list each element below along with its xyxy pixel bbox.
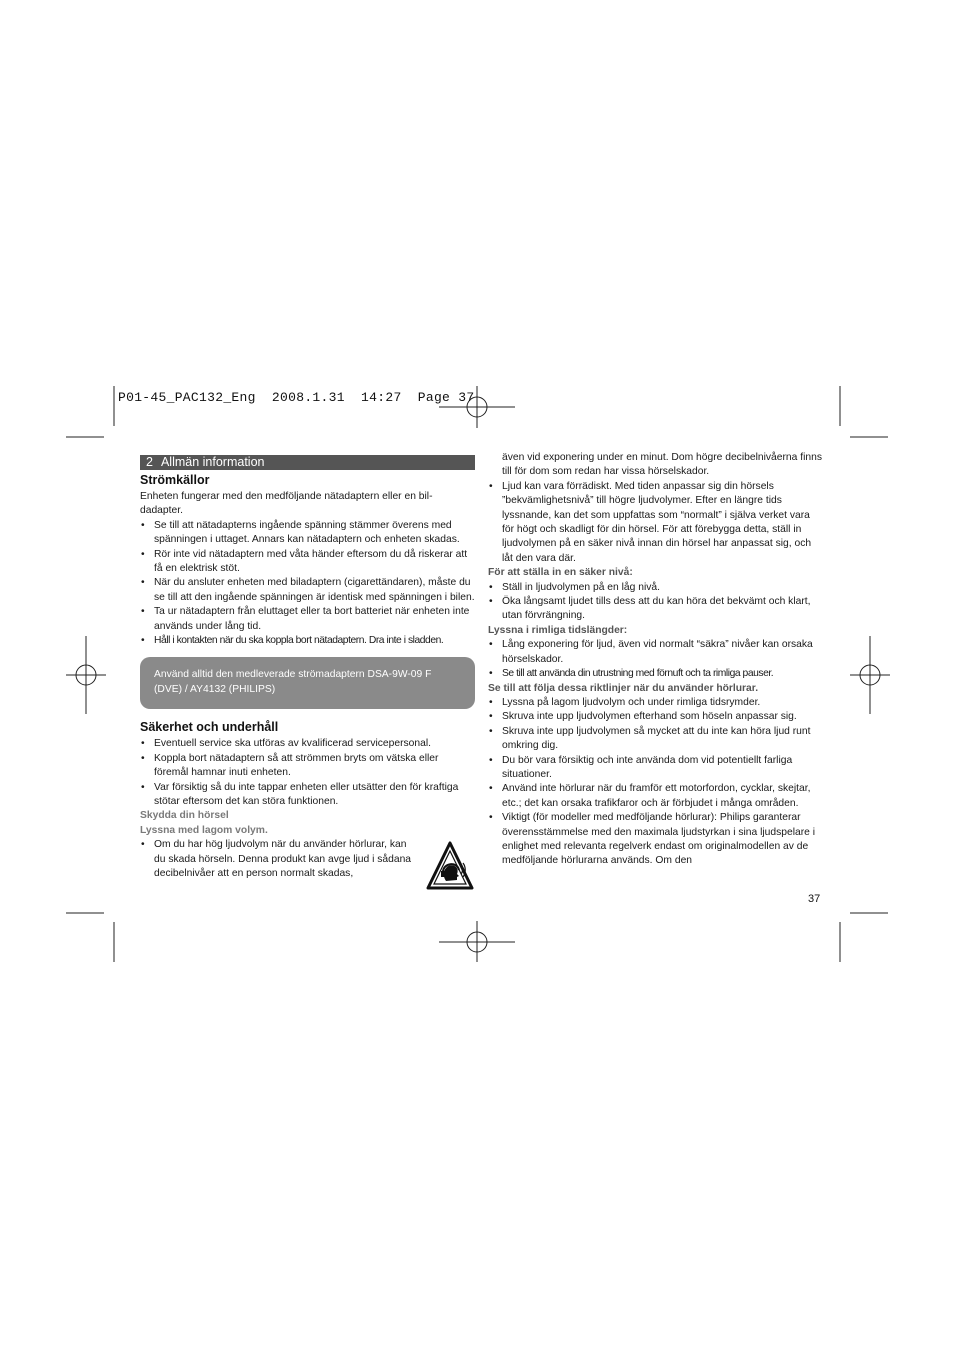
list-item: • Öka långsamt ljudet tills dess att du kan höra det bekvämt och klart, utan förvrängning.: [488, 595, 822, 624]
list-item: • Viktigt (för modeller med medföljande hörlurar): Philips garanterar överensstämmelse med den maximala ljudstyrkan i sina ljudspelare i enlighet med relevanta regelverk endast om originalmodellen av de medföljande hörlurarna används. Om den: [488, 811, 822, 869]
list-item: • Var försiktig så du inte tappar enheten eller utsätter den för kraftiga stötar eftersom det kan störa funktionen.: [140, 781, 475, 810]
left-column: [140, 455, 475, 881]
list-item: • Rör inte vid nätadaptern med våta händer eftersom du då riskerar att få en elektrisk stöt.: [140, 548, 475, 577]
section-number: 2: [146, 455, 153, 469]
list-item: • Ljud kan vara förrädiskt. Med tiden anpassar sig din hörsels ”bekvämlighetsnivå” till högre ljudvolymer. Efter en längre tids lyssnande, kan det som uppfattas som “normalt” i själva verket vara för högt och skadligt för din hörsel. För att förebygga detta, ställ in ljudvolymen på en säker nivå innan din hörsel har anpassat sig, och låt den vara där.: [488, 480, 822, 566]
duration-subheading: Lyssna i rimliga tidslängder:: [488, 624, 628, 636]
list-item: • Se till att nätadapterns ingående spänning stämmer överens med spänningen i uttaget. Annars kan nätadaptern och enheten skadas.: [140, 519, 475, 548]
adapter-note-box: Använd alltid den medleverade strömadaptern DSA-9W-09 F (DVE) / AY4132 (PHILIPS): [140, 657, 475, 709]
section-title: Allmän information: [160, 455, 265, 469]
list-item: • Skruva inte upp ljudvolymen efterhand som höseln anpassar sig.: [488, 710, 822, 724]
list-item: • Se till att använda din utrustning med förnuft och ta rimliga pauser.: [488, 667, 822, 681]
page-number: 37: [808, 893, 821, 905]
guidelines-subheading: Se till att följa dessa riktlinjer när du använder hörlurar.: [488, 682, 759, 694]
list-item: • Du bör vara försiktig och inte använda dom vid potentiellt farliga situationer.: [488, 754, 822, 783]
list-item: • Lyssna på lagom ljudvolym och under rimliga tidsrymder.: [488, 696, 822, 710]
power-list: [140, 519, 475, 649]
list-item: • Använd inte hörlurar när du framför ett motorfordon, cycklar, skejtar, etc.; det kan orsaka trafikfaror och är förbjudet i många områden.: [488, 782, 822, 811]
guidelines-list: [488, 696, 822, 869]
print-slug: P01-45_PAC132_Eng 2008.1.31 14:27 Page 37: [118, 390, 475, 405]
safety-list: [140, 737, 475, 809]
section-header: [140, 455, 475, 470]
hearing-warning-icon: [426, 841, 474, 891]
list-item: • Om du har hög ljudvolym när du använder hörlurar, kan du skada hörseln. Denna produkt kan avge ljud i sådana decibelnivåer att en person normalt skadas,: [140, 838, 475, 881]
list-item: • Håll i kontakten när du ska koppla bort nätadaptern. Dra inte i sladden.: [140, 634, 475, 648]
safety-heading: Säkerhet och underhåll: [140, 720, 279, 735]
list-item: • Ställ in ljudvolymen på en låg nivå.: [488, 581, 822, 595]
list-item: • Skruva inte upp ljudvolymen så mycket att du inte kan höra ljud runt omkring dig.: [488, 725, 822, 754]
list-item: • När du ansluter enheten med biladaptern (cigarettändaren), måste du se till att den ingående spänningen är identisk med spänningen i bilen.: [140, 576, 475, 605]
power-heading: Strömkällor: [140, 473, 210, 487]
safe-level-subheading: För att ställa in en säker nivå:: [488, 567, 633, 579]
safe-level-list: [488, 581, 822, 624]
hearing-subheading: Skydda din hörsel: [140, 810, 229, 822]
moderate-volume-subheading: Lyssna med lagom volym.: [140, 824, 268, 836]
duration-list: [488, 638, 822, 681]
list-item: • Ta ur nätadaptern från eluttaget eller ta bort batteriet när enheten inte används under lång tid.: [140, 605, 475, 634]
power-intro: Enheten fungerar med den medföljande nätadaptern eller en bil-dadapter.: [140, 491, 433, 517]
list-item: • Eventuell service ska utföras av kvalificerad servicepersonal.: [140, 737, 475, 751]
continuation-text: även vid exponering under en minut. Dom högre decibelnivåerna finns till för dom som redan har vissa hörselskador.: [502, 452, 822, 478]
deceptive-sound-list: [488, 480, 822, 566]
moderate-volume-list: [140, 838, 475, 881]
right-column: [488, 451, 822, 869]
list-item: • Koppla bort nätadaptern så att strömmen bryts om vätska eller föremål hamnar inuti enheten.: [140, 752, 475, 781]
list-item: • Lång exponering för ljud, även vid normalt “säkra” nivåer kan orsaka hörselskador.: [488, 638, 822, 667]
